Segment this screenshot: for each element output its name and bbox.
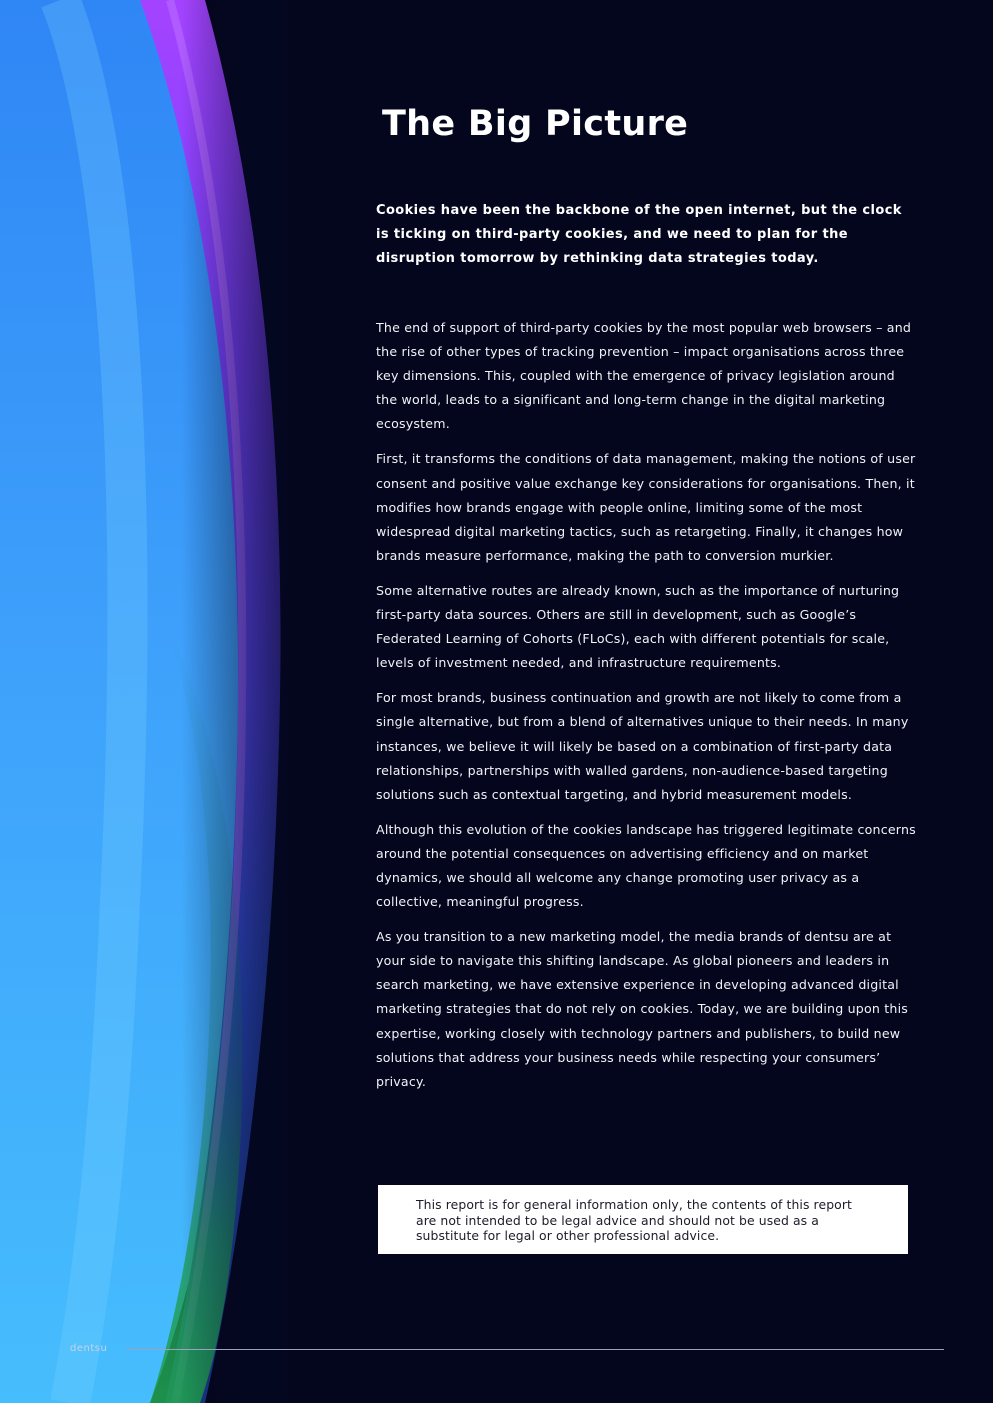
lead-paragraph: Cookies have been the backbone of the open internet, but the clock is ticking on third-party cookies, and we need to plan for the disruption tomorrow by rethinking data strategies today.: [376, 203, 902, 266]
body-paragraph: For most brands, business continuation and growth are not likely to come from a single alternative, but from a blend of alternatives unique to their needs. In many instances, we believe it will likely be based on a combination of first-party data relationships, partnerships with walled gardens, non-audience-based targeting solutions such as contextual targeting, and hybrid measurement models.: [376, 690, 909, 802]
body-paragraph: The end of support of third-party cookies by the most popular web browsers – and the rise of other types of tracking prevention – impact organisations across three key dimensions. This, coupled with the emergence of privacy legislation around the world, leads to a significant and long-term change in the digital marketing ecosystem.: [376, 320, 912, 432]
disclaimer-box: [378, 1185, 908, 1254]
page-title: The Big Picture: [382, 104, 689, 144]
body-paragraph: Although this evolution of the cookies landscape has triggered legitimate concerns around the potential consequences on advertising efficiency and on market dynamics, we should all welcome any change promoting user privacy as a collective, meaningful progress.: [376, 821, 916, 910]
footer-brand: dentsu: [70, 1343, 108, 1354]
body-text: [376, 316, 916, 1105]
footer-divider: [126, 1349, 944, 1350]
body-paragraph: As you transition to a new marketing model, the media brands of dentsu are at your side to navigate this shifting landscape. As global pioneers and leaders in search marketing, we have extensive experience in developing advanced digital marketing strategies that do not rely on cookies. Today, we are building upon this expertise, working closely with technology partners and publishers, to build new solutions that address your business needs while respecting your consumers’ privacy.: [376, 929, 909, 1089]
disclaimer-text: This report is for general information only, the contents of this report are not intended to be legal advice and should not be used as a substitute for legal or other professional advice.: [416, 1197, 853, 1243]
body-paragraph: First, it transforms the conditions of data management, making the notions of user consent and positive value exchange key considerations for organisations. Then, it modifies how brands engage with people online, limiting some of the most widespread digital marketing tactics, such as retargeting. Finally, it changes how brands measure performance, making the path to conversion murkier.: [376, 451, 916, 563]
body-paragraph: Some alternative routes are already known, such as the importance of nurturing first-party data sources. Others are still in development, such as Google’s Federated Learning of Cohorts (FLoCs), each with different potentials for scale, levels of investment needed, and infrastructure requirements.: [376, 582, 900, 671]
decorative-light-streaks-image: [0, 0, 330, 1403]
